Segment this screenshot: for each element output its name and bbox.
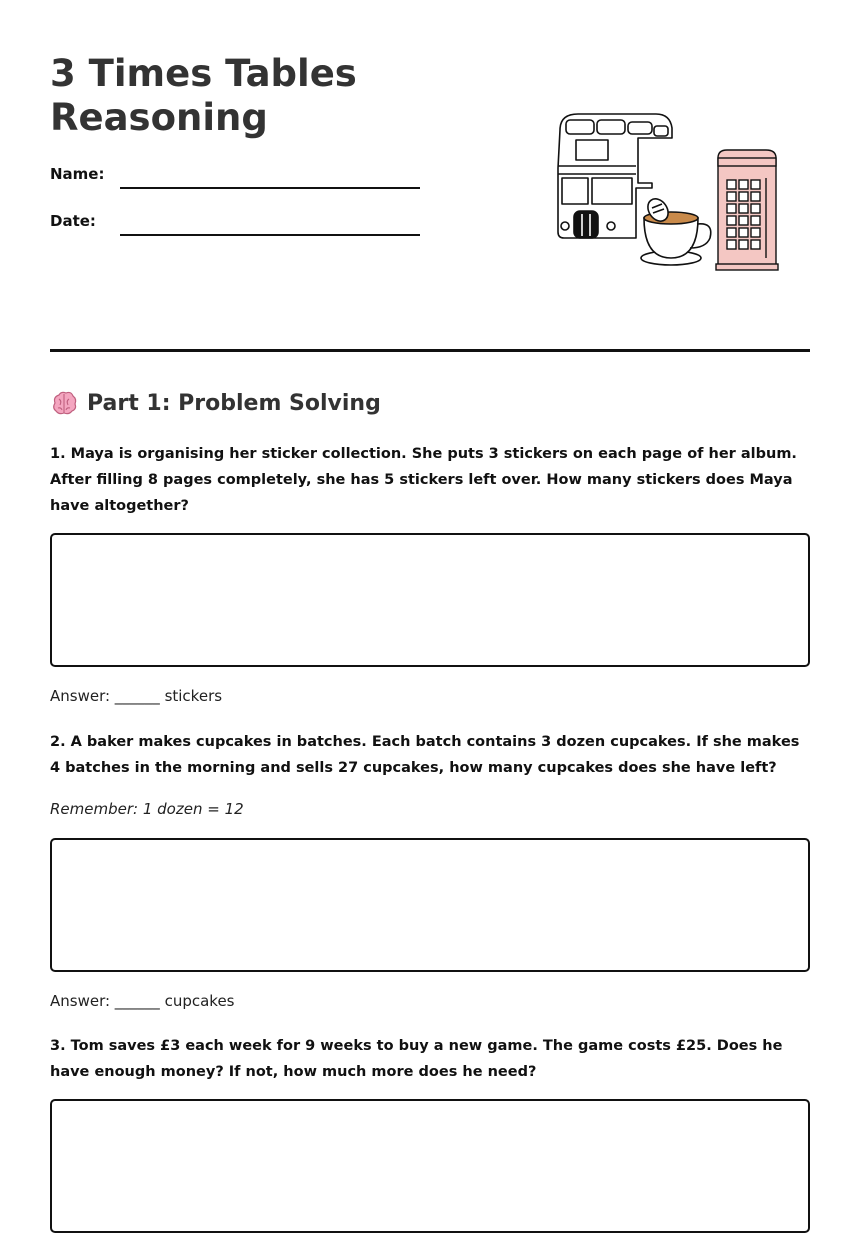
title-line-1: 3 Times Tables [50, 52, 357, 95]
name-field[interactable] [120, 187, 420, 189]
answer-box-2[interactable] [50, 838, 810, 972]
section-title [50, 389, 381, 417]
london-illustration [552, 108, 782, 277]
date-label: Date: [50, 212, 96, 230]
title-line-2: Reasoning [50, 96, 268, 139]
telephone-box-icon [716, 150, 778, 270]
teacup-icon [641, 195, 711, 265]
brain-icon [50, 389, 78, 417]
answer-line-1: Answer: ______ stickers [50, 687, 223, 705]
worksheet-title [50, 52, 357, 140]
question-3: 3. Tom saves £3 each week for 9 weeks to buy a new game. The game costs £25. Does he have enough money? If not, how much more does he need? [50, 1038, 783, 1080]
answer-box-1[interactable] [50, 533, 810, 667]
question-1: 1. Maya is organising her sticker collection. She puts 3 stickers on each page of her album. After filling 8 pages completely, she has 5 stickers left over. How many stickers does Maya have altogether? [50, 446, 797, 514]
answer-box-3[interactable] [50, 1099, 810, 1233]
name-label: Name: [50, 165, 105, 183]
date-field[interactable] [120, 234, 420, 236]
answer-line-2: Answer: ______ cupcakes [50, 992, 235, 1010]
header-divider [50, 349, 810, 352]
hint-2: Remember: 1 dozen = 12 [50, 800, 244, 818]
question-2: 2. A baker makes cupcakes in batches. Each batch contains 3 dozen cupcakes. If she makes 4 batches in the morning and sells 27 cupcakes, how many cupcakes does she have left? [50, 734, 800, 776]
section-title-text: Part 1: Problem Solving [87, 390, 381, 416]
